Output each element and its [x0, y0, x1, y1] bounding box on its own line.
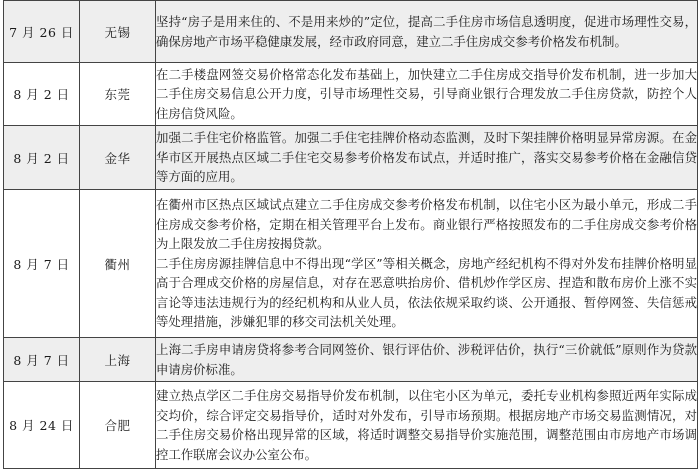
policy-paragraph: 在二手楼盘网签交易价格常态化发布基础上，加快建立二手住房成交指导价发布机制，进一步加大二手住房交易信息公开力度，引导市场理性交易，引导商业银行合理发放二手住房贷款，防控个人住房信贷风险。 — [156, 66, 697, 121]
policy-content-cell — [156, 1, 698, 63]
date-cell: 8 月 2 日 — [4, 126, 80, 190]
city-cell: 衢州 — [80, 190, 156, 338]
policy-paragraph: 上海二手房申请房贷将参考合同网签价、银行评估价、涉税评估价，执行“三价就低”原则作为贷款申请房价标准。 — [156, 342, 697, 377]
table-row-jinhua — [4, 126, 698, 190]
policy-paragraph: 二手住房房源挂牌信息中不得出现“学区”等相关概念，房地产经纪机构不得对外发布挂牌价格明显高于合理成交价格的房屋信息，对存在恶意哄抬房价、借机炒作学区房、捏造和散布房价上涨不实言论等违法违规行为的经纪机构和从业人员，依法依规采取约谈、公开通报、暂停网签、失信惩戒等处理措施，涉嫌犯罪的移交司法机关处理。 — [156, 255, 697, 330]
policy-content-cell — [156, 382, 698, 469]
policy-content-cell — [156, 190, 698, 338]
city-cell: 东莞 — [80, 63, 156, 126]
table-row-wuxi — [4, 1, 698, 63]
policy-content-cell — [156, 338, 698, 382]
city-cell: 合肥 — [80, 382, 156, 469]
date-cell: 8 月 24 日 — [4, 382, 80, 469]
table-row-shanghai — [4, 338, 698, 382]
date-cell: 8 月 2 日 — [4, 63, 80, 126]
table-row-dongguan — [4, 63, 698, 126]
city-cell: 金华 — [80, 126, 156, 190]
policy-paragraph: 加强二手住宅价格监管。加强二手住宅挂牌价格动态监测，及时下架挂牌价格明显异常房源。在金华市区开展热点区域二手住宅交易参考价格发布试点，并适时推广，落实交易参考价格在金融信贷等方面的应用。 — [156, 130, 697, 185]
policy-content-cell — [156, 63, 698, 126]
date-cell: 8 月 7 日 — [4, 338, 80, 382]
table-row-quzhou — [4, 190, 698, 338]
policy-paragraph: 坚持“房子是用来住的、不是用来炒的”定位，提高二手住房市场信息透明度，促进市场理性交易，确保房地产市场平稳健康发展，经市政府同意，建立二手住房成交参考价格发布机制。 — [156, 14, 697, 49]
policy-paragraph: 在衢州市区热点区域试点建立二手住房成交参考价格发布机制，以住宅小区为最小单元，形成二手住房成交参考价格，定期在相关管理平台上发布。商业银行严格按照发布的二手住房成交参考价格为上限发放二手住房按揭贷款。 — [156, 197, 697, 252]
table-row-hefei — [4, 382, 698, 469]
city-cell: 无锡 — [80, 1, 156, 63]
date-cell: 7 月 26 日 — [4, 1, 80, 63]
policy-table — [3, 0, 698, 469]
date-cell: 8 月 7 日 — [4, 190, 80, 338]
city-cell: 上海 — [80, 338, 156, 382]
policy-content-cell — [156, 126, 698, 190]
policy-paragraph: 建立热点学区二手住房交易指导价发布机制，以住宅小区为单元，委托专业机构参照近两年实际成交均价，综合评定交易指导价，适时对外发布，引导市场预期。根据房地产市场交易监测情况，对二手住房交易价格出现异常的区域，将适时调整交易指导价实施范围，调整范围由市房地产市场调控工作联席会议办公室公布。 — [156, 388, 697, 462]
